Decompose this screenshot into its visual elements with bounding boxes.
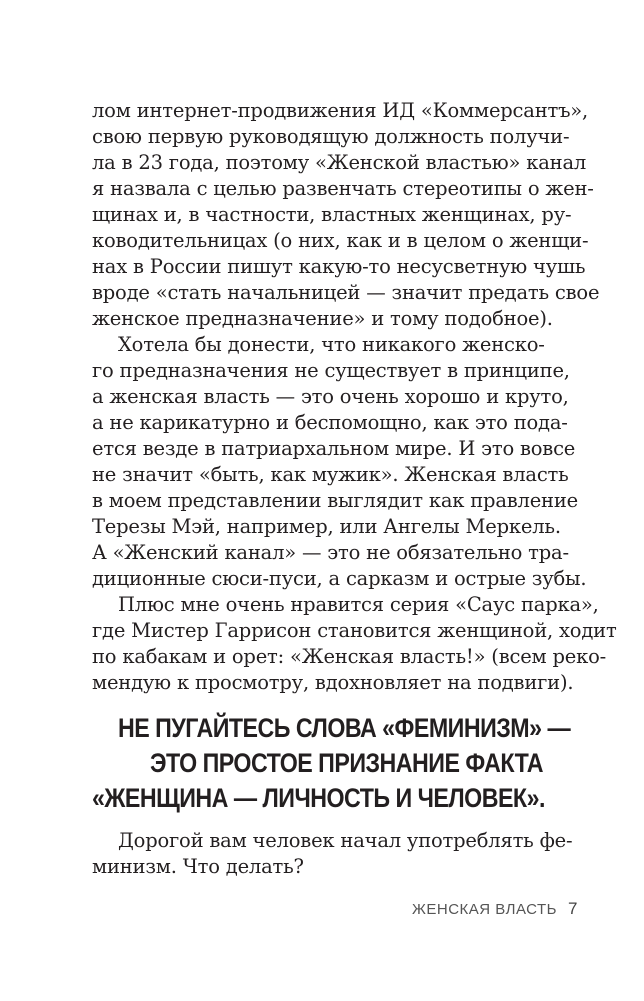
text-line: А «Женский канал» — это не обязательно тра-: [92, 541, 569, 564]
text-line: лом интернет-продвижения ИД «Коммерсантъ»,: [92, 99, 589, 122]
text-line: вроде «стать начальницей — значит предать свое: [92, 281, 600, 304]
text-line: где Мистер Гаррисон становится женщиной, ходит: [92, 619, 617, 642]
text-line: ется везде в патриархальном мире. И это вовсе: [92, 437, 576, 460]
text-line: ла в 23 года, поэтому «Женской властью» канал: [92, 151, 587, 174]
page-number: 7: [568, 899, 578, 918]
heading-line: ЭТО ПРОСТОЕ ПРИЗНАНИЕ ФАКТА: [150, 748, 544, 778]
text-line: минизм. Что делать?: [92, 855, 304, 878]
text-line: женское предназначение» и тому подобное).: [92, 307, 553, 330]
text-line: в моем представлении выглядит как правление: [92, 489, 578, 512]
text-line: я назвала с целью развенчать стереотипы о жен-: [92, 177, 594, 200]
text-line: Дорогой вам человек начал употреблять фе-: [118, 829, 573, 852]
text-line: а не карикатурно и беспомощно, как это пода-: [92, 411, 568, 434]
text-line: го предназначения не существует в принципе,: [92, 359, 570, 382]
text-line: мендую к просмотру, вдохновляет на подвиги).: [92, 671, 574, 694]
text-line: щинах и, в частности, властных женщинах, ру-: [92, 203, 572, 226]
text-line: нах в России пишут какую-то несусветную чушь: [92, 255, 586, 278]
text-line: Терезы Мэй, например, или Ангелы Меркель.: [92, 515, 561, 538]
text-line: Плюс мне очень нравится серия «Саус парка»,: [118, 593, 599, 616]
heading-line: НЕ ПУГАЙТЕСЬ СЛОВА «ФЕМИНИЗМ» —: [118, 713, 571, 743]
text-line: не значит «быть, как мужик». Женская власть: [92, 463, 569, 486]
text-line: ководительницах (о них, как и в целом о женщи-: [92, 229, 589, 252]
heading-line: «ЖЕНЩИНА — ЛИЧНОСТЬ И ЧЕЛОВЕК».: [92, 783, 545, 813]
text-line: по кабакам и орет: «Женская власть!» (всем реко-: [92, 645, 607, 668]
text-line: диционные сюси-пуси, а сарказм и острые зубы.: [92, 567, 587, 590]
text-line: а женская власть — это очень хорошо и круто,: [92, 385, 569, 408]
running-footer-title: ЖЕНСКАЯ ВЛАСТЬ: [412, 901, 557, 918]
text-line: Хотела бы донести, что никакого женско-: [118, 333, 545, 356]
text-line: свою первую руководящую должность получи-: [92, 125, 570, 148]
